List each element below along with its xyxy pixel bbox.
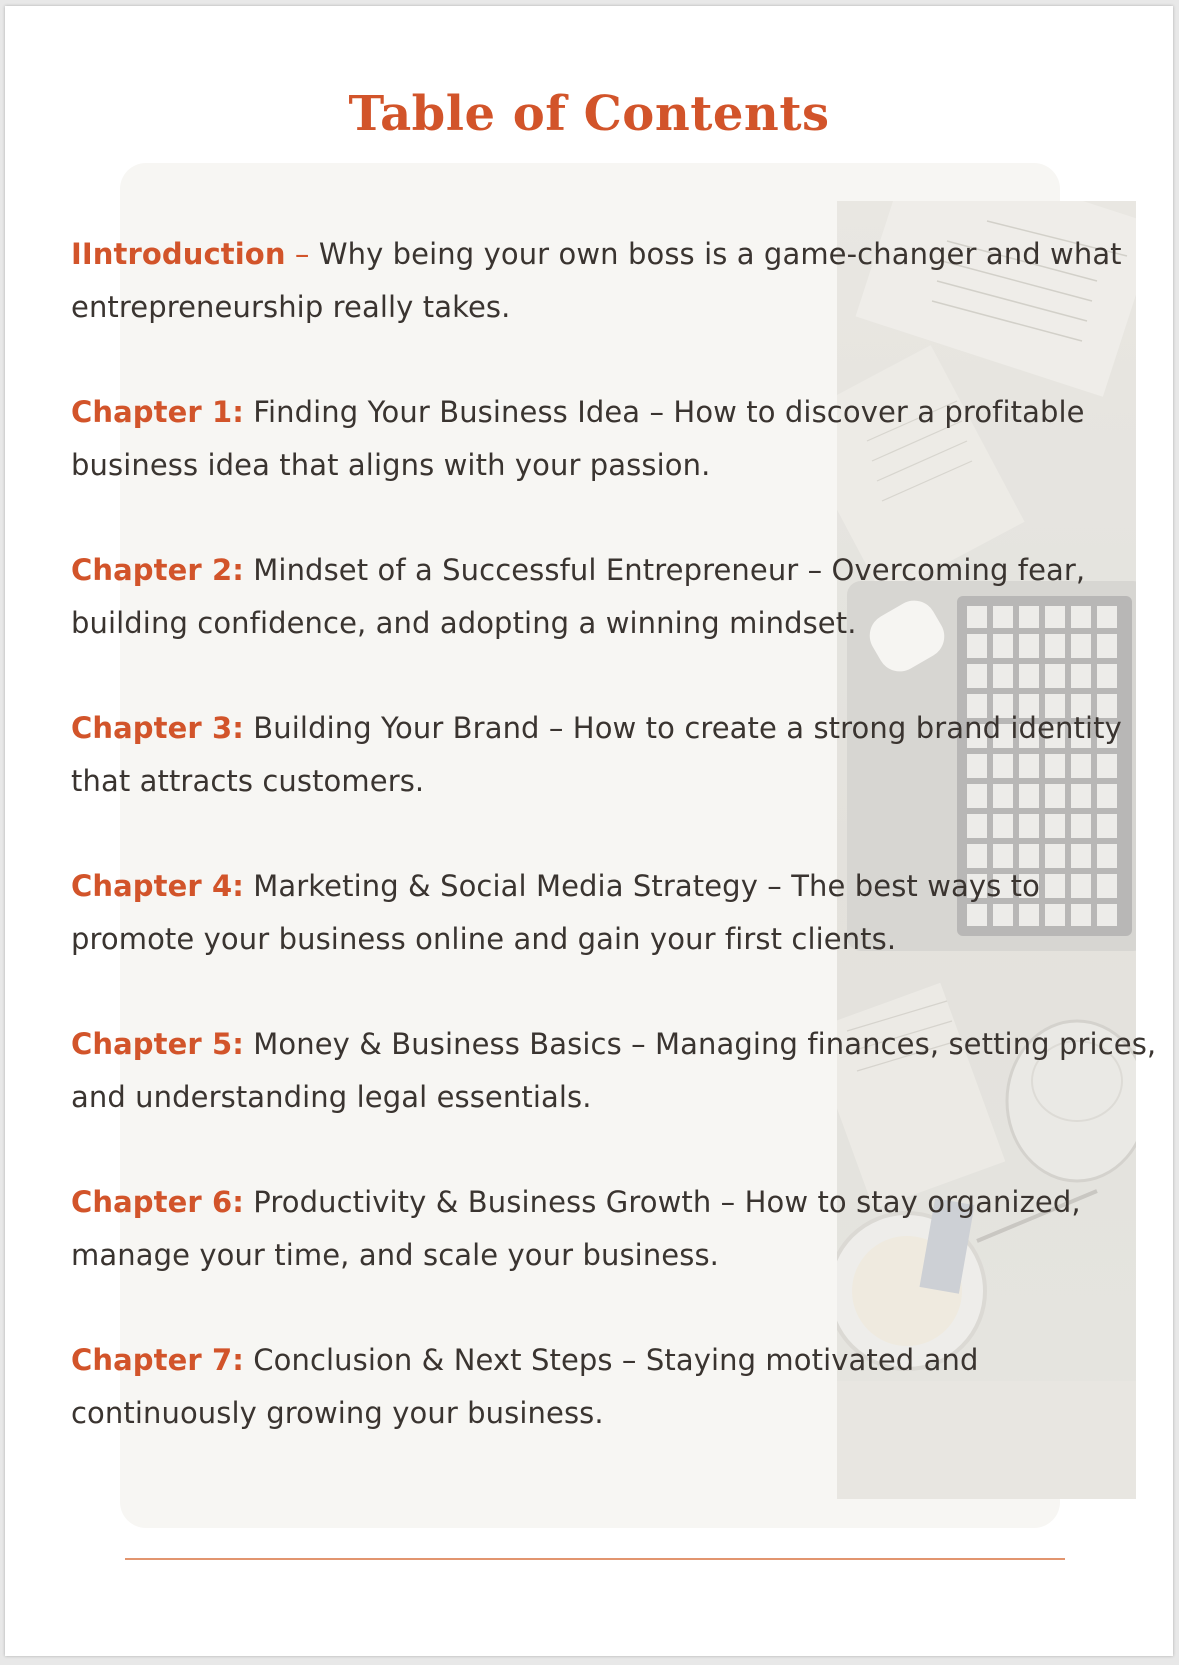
toc-entry-label: Chapter 4: bbox=[71, 869, 244, 903]
toc-entry-separator bbox=[244, 1027, 253, 1061]
toc-entry-label: Chapter 6: bbox=[71, 1185, 244, 1219]
page-title: Table of Contents bbox=[348, 86, 830, 142]
toc-entry-text: Building Your Brand – How to create a strong brand identity that attracts customers. bbox=[71, 711, 1122, 798]
toc-entry-label: Chapter 2: bbox=[71, 553, 244, 587]
toc-entry-chapter-4[interactable] bbox=[71, 860, 1161, 966]
toc-entry-chapter-1[interactable] bbox=[71, 386, 1161, 492]
toc-entry-label: Chapter 5: bbox=[71, 1027, 244, 1061]
toc-entry-text: Finding Your Business Idea – How to discover a profitable business idea that aligns with your passion. bbox=[71, 395, 1085, 482]
toc-entry-chapter-3[interactable] bbox=[71, 702, 1161, 808]
toc-entry-label: Chapter 3: bbox=[71, 711, 244, 745]
toc-entry-chapter-5[interactable] bbox=[71, 1018, 1161, 1124]
toc-entry-separator: – bbox=[285, 237, 319, 271]
footer-divider bbox=[125, 1558, 1065, 1560]
toc-entry-label: IIntroduction bbox=[71, 237, 286, 271]
toc-entry-label: Chapter 1: bbox=[71, 395, 244, 429]
toc-entry-separator bbox=[244, 869, 253, 903]
toc-entry-chapter-2[interactable] bbox=[71, 544, 1161, 650]
toc-entry-text: Marketing & Social Media Strategy – The best ways to promote your business online and gain your first clients. bbox=[71, 869, 1040, 956]
toc-entry-text: Mindset of a Successful Entrepreneur – Overcoming fear, building confidence, and adopting a winning mindset. bbox=[71, 553, 1086, 640]
toc-entry-chapter-7[interactable] bbox=[71, 1334, 1161, 1440]
toc-entry-introduction[interactable] bbox=[71, 228, 1161, 334]
toc-entry-label: Chapter 7: bbox=[71, 1343, 244, 1377]
toc-entry-separator bbox=[244, 1343, 253, 1377]
toc-entry-text: Why being your own boss is a game-changer and what entrepreneurship really takes. bbox=[71, 237, 1122, 324]
toc-entry-separator bbox=[244, 1185, 253, 1219]
toc-entry-text: Productivity & Business Growth – How to stay organized, manage your time, and scale your business. bbox=[71, 1185, 1081, 1272]
toc-entry-text: Conclusion & Next Steps – Staying motivated and continuously growing your business. bbox=[71, 1343, 979, 1430]
toc-entry-separator bbox=[244, 711, 253, 745]
toc-entry-separator bbox=[244, 553, 253, 587]
toc-entry-chapter-6[interactable] bbox=[71, 1176, 1161, 1282]
toc-entry-text: Money & Business Basics – Managing finances, setting prices, and understanding legal essentials. bbox=[71, 1027, 1157, 1114]
document-page bbox=[5, 6, 1173, 1656]
toc-entry-separator bbox=[244, 395, 253, 429]
table-of-contents bbox=[71, 228, 1161, 1492]
